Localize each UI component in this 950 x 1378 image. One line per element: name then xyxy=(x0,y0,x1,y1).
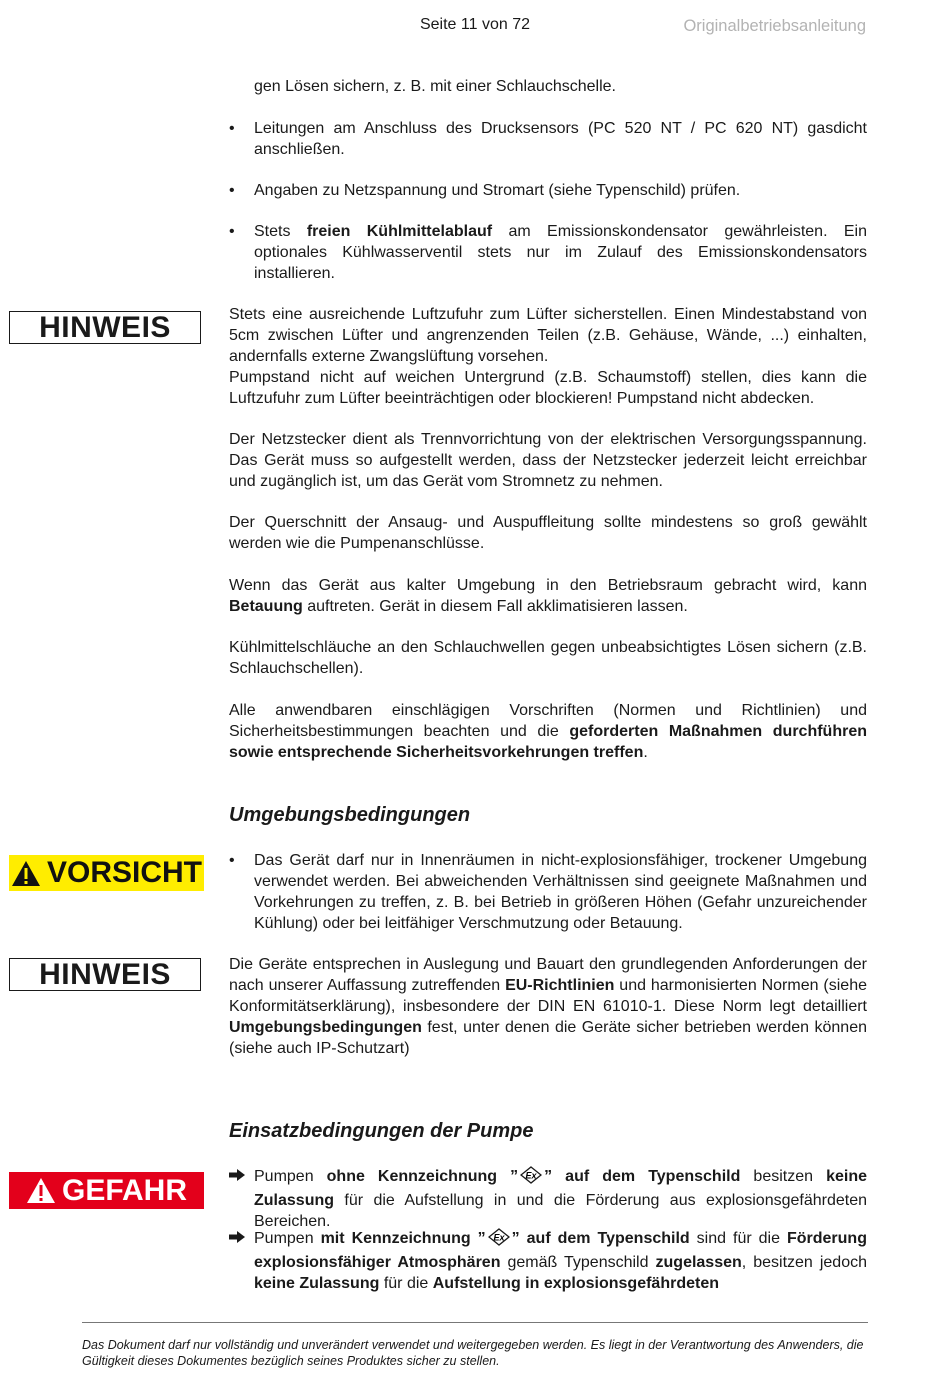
footer-disclaimer: Das Dokument darf nur vollständig und unverändert verwendet und weitergegeben werden. Es liegt in der Verantwortung des Anwenders, die Gültigkeit dieses Dokumentes bezüglich seines Produktes sicher zu stellen. xyxy=(82,1338,864,1368)
arrow-right-icon xyxy=(229,1228,249,1249)
bullet-icon: • xyxy=(229,223,235,240)
paragraph-netzstecker: Der Netzstecker dient als Trennvorrichtung von der elektrischen Versorgungsspannung. Das Gerät muss so aufgestellt werden, dass der Netzstecker jederzeit leicht erreichbar und zugänglich ist, um das Gerät vom Stromnetz zu nehmen. xyxy=(229,431,867,490)
ex-symbol-icon xyxy=(520,1166,542,1190)
list-item-continuation: gen Lösen sichern, z. B. mit einer Schlauchschelle. xyxy=(254,78,616,95)
ex-symbol-icon xyxy=(488,1228,510,1252)
warning-triangle-icon xyxy=(11,860,41,887)
svg-text:Ex: Ex xyxy=(493,1232,505,1243)
paragraph-eu-richtlinien: Die Geräte entsprechen in Auslegung und Bauart den grundlegenden Anforderungen der nach unserer Auffassung zutreffenden EU-Richtlinien und harmonisierten Normen (siehe Konformitätserklärung), insbesondere der DIN EN 61010-1. Diese Norm legt detailliert Umgebungsbedingungen fest, unter denen die Geräte sicher betrieben werden können (siehe auch IP-Schutzart) xyxy=(229,956,867,1057)
paragraph-betauung: Wenn das Gerät aus kalter Umgebung in den Betriebsraum gebracht wird, kann Betauung auftreten. Gerät in diesem Fall akklimatisieren lassen. xyxy=(229,577,867,615)
arrow-right-icon xyxy=(229,1166,249,1187)
page-number: Seite 11 von 72 xyxy=(419,16,530,33)
document-title: Originalbetriebsanleitung xyxy=(683,17,866,35)
bullet-icon: • xyxy=(229,120,235,137)
list-item: • Leitungen am Anschluss des Drucksensors (PC 520 NT / PC 620 NT) gasdicht anschließen. xyxy=(229,120,867,158)
svg-text:Ex: Ex xyxy=(525,1170,537,1181)
hinweis-label: HINWEIS xyxy=(9,311,201,344)
gefahr-label: GEFAHR xyxy=(9,1172,204,1209)
list-item: • Das Gerät darf nur in Innenräumen in nicht-explosionsfähiger, trockener Umgebung verwendet werden. Bei abweichenden Verhältnissen sind geeignete Maßnahmen und Vorkehrungen zu treffen, z. B. bei Betrieb in größeren Höhen (Gefahr unzureichender Kühlung) oder bei leitfähiger Verschmutzung oder Betauung. xyxy=(229,852,867,932)
list-item: • Stets freien Kühlmittelablauf am Emissionskondensator gewährleisten. Ein optionales Kühlwasserventil stets nur im Zulauf des Emissionskondensators installieren. xyxy=(229,223,868,282)
paragraph-vorschriften: Alle anwendbaren einschlägigen Vorschriften (Normen und Richtlinien) und Sicherheitsbestimmungen beachten und die geforderten Maßnahmen durchführen sowie entsprechende Sicherheitsvorkehrungen treffen. xyxy=(229,702,867,761)
paragraph-kuehlmittel: Kühlmittelschläuche an den Schlauchwellen gegen unbeabsichtigtes Lösen sichern (z.B. Schlauchschellen). xyxy=(229,639,867,677)
section-heading-einsatz: Einsatzbedingungen der Pumpe xyxy=(229,1120,534,1142)
bullet-icon: • xyxy=(229,852,235,869)
section-heading-umgebung: Umgebungsbedingungen xyxy=(229,804,471,826)
paragraph-querschnitt: Der Querschnitt der Ansaug- und Auspuffleitung sollte mindestens so groß gewählt werden wie die Pumpenanschlüsse. xyxy=(229,514,867,552)
bullet-icon: • xyxy=(229,182,235,199)
hinweis-paragraph: Stets eine ausreichende Luftzufuhr zum Lüfter sicherstellen. Einen Mindestabstand von 5cm zwischen Lüfter und angrenzenden Teilen (z.B. Gehäuse, Wände, ...) einhalten, andernfalls externe Zwangslüftung vorsehen. Pumpstand nicht auf weichen Untergrund (z.B. Schaumstoff) stellen, dies kann die Luftzufuhr zum Lüfter beeinträchtigen oder blockieren! Pumpstand nicht abdecken. xyxy=(229,306,867,407)
hinweis-label: HINWEIS xyxy=(9,958,201,991)
list-item: • Angaben zu Netzspannung und Stromart (siehe Typenschild) prüfen. xyxy=(229,182,741,199)
list-item: Pumpen mit Kennzeichnung ” Ex ” auf dem Typenschild sind für die Förderung explosionsfähiger Atmosphären gemäß Typenschild zugelassen, besitzen jedoch keine Zulassung für die Aufstellung in explosionsgefährdeten xyxy=(229,1228,867,1294)
warning-triangle-icon xyxy=(26,1177,56,1204)
vorsicht-label: VORSICHT xyxy=(9,855,204,891)
list-item: Pumpen ohne Kennzeichnung ” Ex ” auf dem Typenschild besitzen keine Zulassung für die Aufstellung in und die Förderung aus explosionsgefährdeten Bereichen. xyxy=(229,1166,867,1232)
footer-divider xyxy=(82,1322,868,1323)
